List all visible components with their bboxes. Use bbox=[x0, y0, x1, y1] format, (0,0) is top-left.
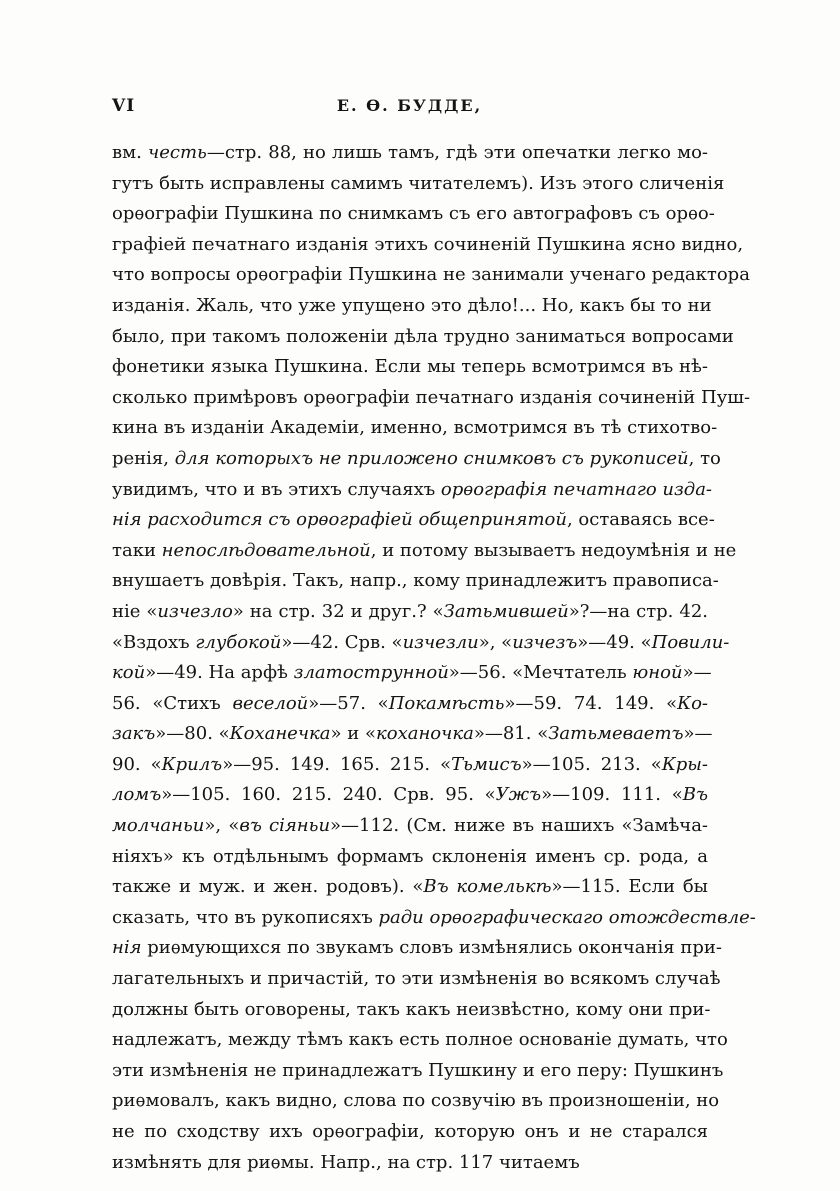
text-segment: не по сходству ихъ орѳографіи, которую онъ и не старался bbox=[112, 1121, 708, 1142]
text-segment: риѳмовалъ, какъ видно, слова по созвучію въ произношеніи, но bbox=[112, 1090, 720, 1112]
text-segment: »—105. 160. 215. 240. Срв. 95. « bbox=[161, 784, 496, 806]
text-line bbox=[112, 352, 708, 383]
text-segment: орѳографіи Пушкина по снимкамъ съ его автографовъ съ орѳо- bbox=[112, 203, 715, 225]
text-segment: —стр. 88, но лишь тамъ, гдѣ эти опечатки легко мо- bbox=[206, 142, 709, 163]
text-line bbox=[112, 1025, 728, 1056]
text-line bbox=[112, 383, 751, 414]
text-segment: », « bbox=[478, 631, 513, 653]
text-segment: гутъ быть исправлены самимъ читателемъ). Изъ этого сличенія bbox=[112, 172, 725, 194]
text-segment: сказать, что въ рукописяхъ bbox=[112, 906, 379, 928]
text-line bbox=[112, 780, 708, 811]
text-segment: »—105. 213. « bbox=[521, 753, 662, 775]
text-line bbox=[112, 1056, 724, 1087]
italic-text-segment: глубокой bbox=[195, 631, 282, 653]
text-line bbox=[112, 811, 708, 842]
italic-text-segment: честь bbox=[148, 142, 207, 163]
page-header bbox=[112, 96, 707, 120]
italic-text-segment: кой bbox=[112, 662, 146, 684]
italic-text-segment: ломъ bbox=[112, 784, 162, 806]
text-line bbox=[112, 260, 750, 291]
text-line bbox=[112, 138, 708, 169]
italic-text-segment: изчезъ bbox=[512, 631, 578, 653]
text-segment: лагательныхъ и причастій, то эти измѣненія во всякомъ случаѣ bbox=[112, 968, 721, 990]
text-line bbox=[112, 169, 725, 200]
text-line bbox=[112, 1117, 708, 1148]
text-segment: »—42. Срв. « bbox=[281, 631, 403, 653]
text-segment: ніяхъ» къ отдѣльнымъ формамъ склоненія именъ ср. рода, а bbox=[112, 845, 708, 867]
text-segment: надлежатъ, между тѣмъ какъ есть полное основаніе думать, что bbox=[112, 1029, 728, 1051]
body-text bbox=[112, 138, 756, 1178]
text-line bbox=[112, 230, 744, 261]
text-line bbox=[112, 413, 718, 444]
text-segment: »—115. Если бы bbox=[551, 876, 708, 898]
text-segment: должны быть оговорены, такъ какъ неизвѣстно, кому они при- bbox=[112, 998, 711, 1020]
text-segment: кина въ изданіи Академіи, именно, всмотримся въ тѣ стихотво- bbox=[112, 417, 718, 439]
italic-text-segment: златострунной bbox=[293, 662, 449, 684]
running-title: Е. Ѳ. БУДДЕ, bbox=[336, 96, 483, 115]
italic-text-segment: коханочка bbox=[375, 723, 474, 745]
text-segment: »—57. « bbox=[308, 692, 389, 714]
text-line bbox=[112, 658, 712, 689]
text-segment: »—49. На арфѣ bbox=[145, 662, 294, 684]
text-segment: увидимъ, что и въ этихъ случаяхъ bbox=[112, 478, 441, 500]
text-segment: » на стр. 32 и друг.? « bbox=[232, 600, 444, 622]
text-segment: »— bbox=[682, 662, 712, 684]
text-line bbox=[112, 536, 737, 567]
text-segment: риѳмующихся по звукамъ словъ измѣнялись окончанія при- bbox=[141, 937, 722, 959]
italic-text-segment: Повили- bbox=[651, 631, 730, 653]
italic-text-segment: Покамѣсть bbox=[388, 692, 505, 714]
text-segment: вм. bbox=[112, 142, 149, 163]
italic-text-segment: Въ bbox=[682, 784, 708, 806]
italic-text-segment: веселой bbox=[232, 692, 309, 714]
italic-text-segment: закъ bbox=[112, 723, 156, 745]
text-segment: «Вздохъ bbox=[112, 631, 196, 653]
text-segment: 56. «Стихъ bbox=[112, 692, 233, 714]
italic-text-segment: ради орѳографическаго отождествле- bbox=[378, 906, 756, 928]
text-segment: эти измѣненія не принадлежатъ Пушкину и его перу: Пушкинъ bbox=[112, 1059, 724, 1081]
text-line bbox=[112, 628, 730, 659]
text-segment: было, при такомъ положеніи дѣла трудно заниматься вопросами bbox=[112, 325, 734, 347]
text-segment: »—81. « bbox=[473, 723, 549, 745]
text-line bbox=[112, 689, 708, 720]
text-line bbox=[112, 995, 711, 1026]
text-segment: фонетики языка Пушкина. Если мы теперь всмотримся въ нѣ- bbox=[112, 356, 708, 378]
text-segment: внушаетъ довѣрія. Такъ, напр., кому принадлежитъ правописа- bbox=[112, 570, 719, 592]
italic-text-segment: Тьмисъ bbox=[451, 753, 522, 775]
text-line bbox=[112, 291, 712, 322]
italic-text-segment: Затьмившей bbox=[443, 600, 569, 622]
italic-text-segment: нія расходится съ орѳографіей общепринятой bbox=[112, 509, 567, 531]
text-segment: измѣнять для риѳмы. Напр., на стр. 117 читаемъ bbox=[112, 1151, 580, 1173]
text-line bbox=[112, 444, 721, 475]
italic-text-segment: орѳографія печатнаго изда- bbox=[440, 478, 713, 500]
italic-text-segment: Коханечка bbox=[229, 723, 331, 745]
italic-text-segment: изчезло bbox=[157, 600, 233, 622]
text-line bbox=[112, 597, 708, 628]
text-segment: » и « bbox=[330, 723, 376, 745]
text-line bbox=[112, 750, 708, 781]
italic-text-segment: Крилъ bbox=[161, 753, 223, 775]
text-segment: »—80. « bbox=[155, 723, 230, 745]
text-line bbox=[112, 505, 715, 536]
italic-text-segment: Въ комелькѣ bbox=[423, 876, 552, 898]
text-segment: графіей печатнаго изданія этихъ сочиненій Пушкина ясно видно, bbox=[112, 233, 744, 255]
text-segment: сколько примѣровъ орѳографіи печатнаго изданія сочиненій Пуш- bbox=[112, 386, 751, 408]
italic-text-segment: въ сіяньи bbox=[239, 815, 331, 837]
italic-text-segment: нія bbox=[112, 937, 142, 959]
italic-text-segment: Кры- bbox=[661, 753, 709, 775]
text-line bbox=[112, 719, 713, 750]
text-segment: »—112. (См. ниже въ нашихъ «Замѣча- bbox=[330, 815, 709, 837]
text-segment: ніе « bbox=[112, 600, 158, 622]
text-segment: , и потому вызываетъ недоумѣнія и не bbox=[370, 539, 737, 561]
text-segment: также и муж. и жен. родовъ). « bbox=[112, 876, 424, 898]
text-segment: »—49. « bbox=[577, 631, 652, 653]
text-segment: таки bbox=[112, 539, 162, 561]
text-line bbox=[112, 964, 721, 995]
italic-text-segment: Ко- bbox=[677, 692, 708, 714]
text-line bbox=[112, 199, 715, 230]
text-segment: изданія. Жаль, что уже упущено это дѣло!... Но, какъ бы то ни bbox=[112, 294, 712, 316]
page-number: VI bbox=[112, 96, 136, 116]
text-line bbox=[112, 322, 734, 353]
italic-text-segment: изчезли bbox=[402, 631, 479, 653]
italic-text-segment: Затьмеваетъ bbox=[548, 723, 684, 745]
italic-text-segment: юной bbox=[632, 662, 683, 684]
text-segment: 90. « bbox=[112, 753, 162, 775]
text-segment: »?—на стр. 42. bbox=[568, 600, 708, 622]
text-segment: , оставаясь все- bbox=[566, 509, 715, 531]
text-segment: , то bbox=[688, 447, 721, 469]
text-line bbox=[112, 903, 756, 934]
text-line bbox=[112, 475, 713, 506]
text-line bbox=[112, 872, 708, 903]
text-segment: ренія, bbox=[112, 447, 175, 469]
text-line bbox=[112, 842, 708, 873]
text-segment: »—59. 74. 149. « bbox=[504, 692, 678, 714]
italic-text-segment: Ужъ bbox=[495, 784, 542, 806]
text-line bbox=[112, 933, 722, 964]
text-line bbox=[112, 566, 719, 597]
italic-text-segment: для которыхъ не приложено снимковъ съ рукописей bbox=[174, 447, 689, 469]
text-segment: »—109. 111. « bbox=[541, 784, 683, 806]
text-segment: », « bbox=[204, 815, 240, 837]
text-line bbox=[112, 1148, 708, 1179]
text-segment: что вопросы орѳографіи Пушкина не занимали ученаго редактора bbox=[112, 264, 750, 286]
italic-text-segment: непослѣдовательной bbox=[161, 539, 371, 561]
text-segment: »—56. «Мечтатель bbox=[448, 662, 633, 684]
text-segment: »—95. 149. 165. 215. « bbox=[222, 753, 452, 775]
text-segment: »— bbox=[683, 723, 713, 745]
text-line bbox=[112, 1086, 720, 1117]
italic-text-segment: молчаньи bbox=[112, 815, 205, 837]
